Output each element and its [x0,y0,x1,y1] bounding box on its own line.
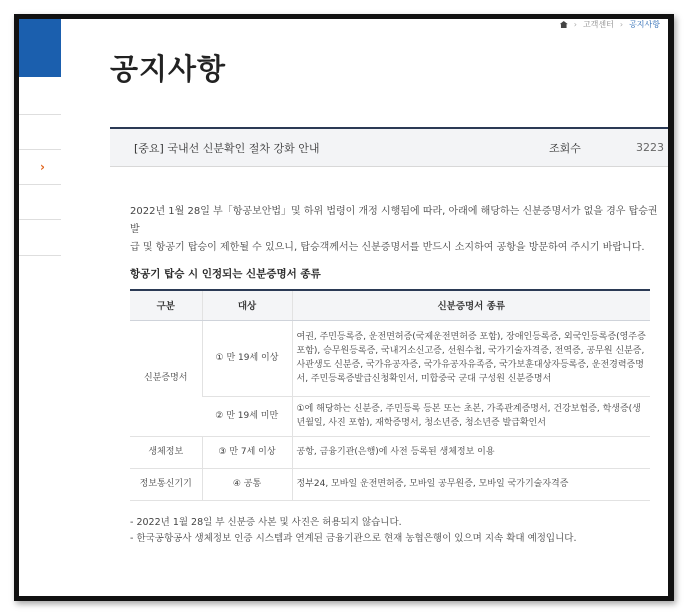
notice-header [110,127,670,167]
docs-cell: 공항, 금융기관(은행)에 사전 등록된 생체정보 이용 [292,436,650,468]
target-cell: ④ 공통 [202,468,292,500]
note-line: - 한국공항공사 생체정보 인증 시스템과 연계된 금융기관으로 현재 농협은행이 있으며 지속 확대 예정입니다. [130,533,577,544]
target-cell: ③ 만 7세 이상 [202,436,292,468]
sidebar-divider [19,255,61,256]
id-documents-table [130,289,650,501]
notice-intro [130,203,660,257]
table-row [130,320,650,396]
page-title: 공지사항 [110,52,227,86]
target-cell: ① 만 19세 이상 [202,320,292,396]
sidebar-accent-block [19,19,61,77]
table-row [130,396,650,436]
sidebar-divider [19,184,61,185]
breadcrumb-current[interactable]: 공지사항 [629,20,660,29]
notice-notes [130,515,576,547]
chevron-right-icon[interactable]: › [40,160,45,174]
views-count: 3223 [636,141,664,154]
table-row [130,468,650,500]
target-cell: ② 만 19세 미만 [202,396,292,436]
chevron-right-icon: › [619,20,624,29]
left-sidebar [19,19,61,596]
notice-title: [중요] 국내선 신분확인 절차 강화 안내 [134,141,320,155]
sidebar-divider [19,114,61,115]
views-label: 조회수 [549,141,581,155]
table-row [130,436,650,468]
intro-line: 2022년 1월 28일 부「항공보안법」및 하위 법령이 개정 시행됨에 따라, 아래에 해당하는 신분증명서가 없을 경우 탑승권 발 [130,206,658,235]
docs-cell: 정부24, 모바일 운전면허증, 모바일 공무원증, 모바일 국가기술자격증 [292,468,650,500]
category-cell: 신분증명서 [130,320,202,436]
docs-cell: 여권, 주민등록증, 운전면허증(국제운전면허증 포함), 장애인등록증, 외국인등록증(영주증 포함), 승무원등록증, 국내거소신고증, 선원수첩, 국가기술자격증, 전역증, 공무원 신분증, 사관생도 신분증, 국가유공자증, 국가유공자유족증, 국가보훈대상자등록증, 운전경력증명서, 주민등록증발급신청확인서, 미합중국 군대 구성원 신분증명서 [292,320,650,396]
note-line: - 2022년 1월 28일 부 신분증 사본 및 사진은 허용되지 않습니다. [130,517,402,528]
home-icon[interactable] [560,21,568,28]
breadcrumb-item[interactable]: 고객센터 [582,20,614,29]
column-header: 구분 [130,290,202,320]
section-heading: 항공기 탑승 시 인정되는 신분증명서 종류 [130,268,321,280]
docs-cell: ①에 해당하는 신분증, 주민등록 등본 또는 초본, 가족관계증명서, 건강보험증, 학생증(생년월일, 사진 포함), 재학증명서, 청소년증, 청소년증 발급확인서 [292,396,650,436]
breadcrumb [560,19,660,30]
category-cell: 생체정보 [130,436,202,468]
sidebar-divider [19,219,61,220]
category-cell: 정보통신기기 [130,468,202,500]
intro-line: 급 및 항공기 탑승이 제한될 수 있으니, 탑승객께서는 신분증명서를 반드시 소지하여 공항을 방문하여 주시기 바랍니다. [130,242,645,253]
column-header: 대상 [202,290,292,320]
table-header-row [130,290,650,320]
column-header: 신분증명서 종류 [292,290,650,320]
page-viewport [14,14,674,601]
chevron-right-icon: › [573,20,577,29]
sidebar-divider [19,149,61,150]
